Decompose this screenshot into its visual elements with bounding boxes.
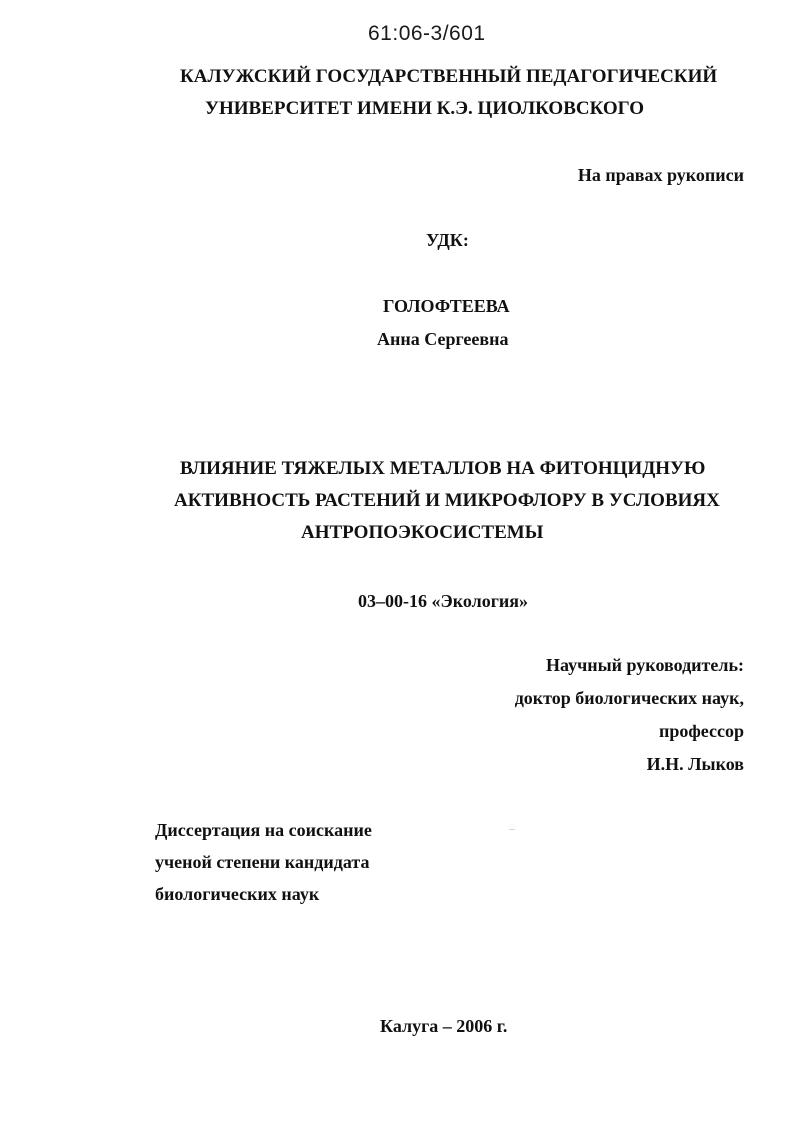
thesis-title-line-1: ВЛИЯНИЕ ТЯЖЕЛЫХ МЕТАЛЛОВ НА ФИТОНЦИДНУЮ xyxy=(180,458,706,479)
university-name-line-1: КАЛУЖСКИЙ ГОСУДАРСТВЕННЫЙ ПЕДАГОГИЧЕСКИЙ xyxy=(180,66,718,87)
supervisor-name: И.Н. Лыков xyxy=(646,754,744,774)
place-and-year: Калуга – 2006 г. xyxy=(380,1016,508,1036)
university-name-line-2: УНИВЕРСИТЕТ ИМЕНИ К.Э. ЦИОЛКОВСКОГО xyxy=(205,98,645,119)
supervisor-title: профессор xyxy=(658,721,744,741)
supervisor-degree: доктор биологических наук, xyxy=(514,688,744,708)
archive-stamp: 61:06-3/601 xyxy=(368,22,486,45)
specialty-code: 03–00-16 «Экология» xyxy=(358,591,528,611)
udk-label: УДК: xyxy=(426,230,469,250)
scan-speck xyxy=(509,829,515,830)
thesis-title-line-3: АНТРОПОЭКОСИСТЕМЫ xyxy=(301,522,544,543)
dissertation-note-line-1: Диссертация на соискание xyxy=(155,820,372,840)
author-given-names: Анна Сергеевна xyxy=(377,329,509,349)
dissertation-note-line-3: биологических наук xyxy=(155,884,320,904)
dissertation-note-line-2: ученой степени кандидата xyxy=(155,852,370,872)
author-surname: ГОЛОФТЕЕВА xyxy=(383,296,510,316)
supervisor-role: Научный руководитель: xyxy=(546,655,744,675)
manuscript-rights-note: На правах рукописи xyxy=(577,165,744,185)
thesis-title-line-2: АКТИВНОСТЬ РАСТЕНИЙ И МИКРОФЛОРУ В УСЛОВИЯХ xyxy=(174,490,720,511)
